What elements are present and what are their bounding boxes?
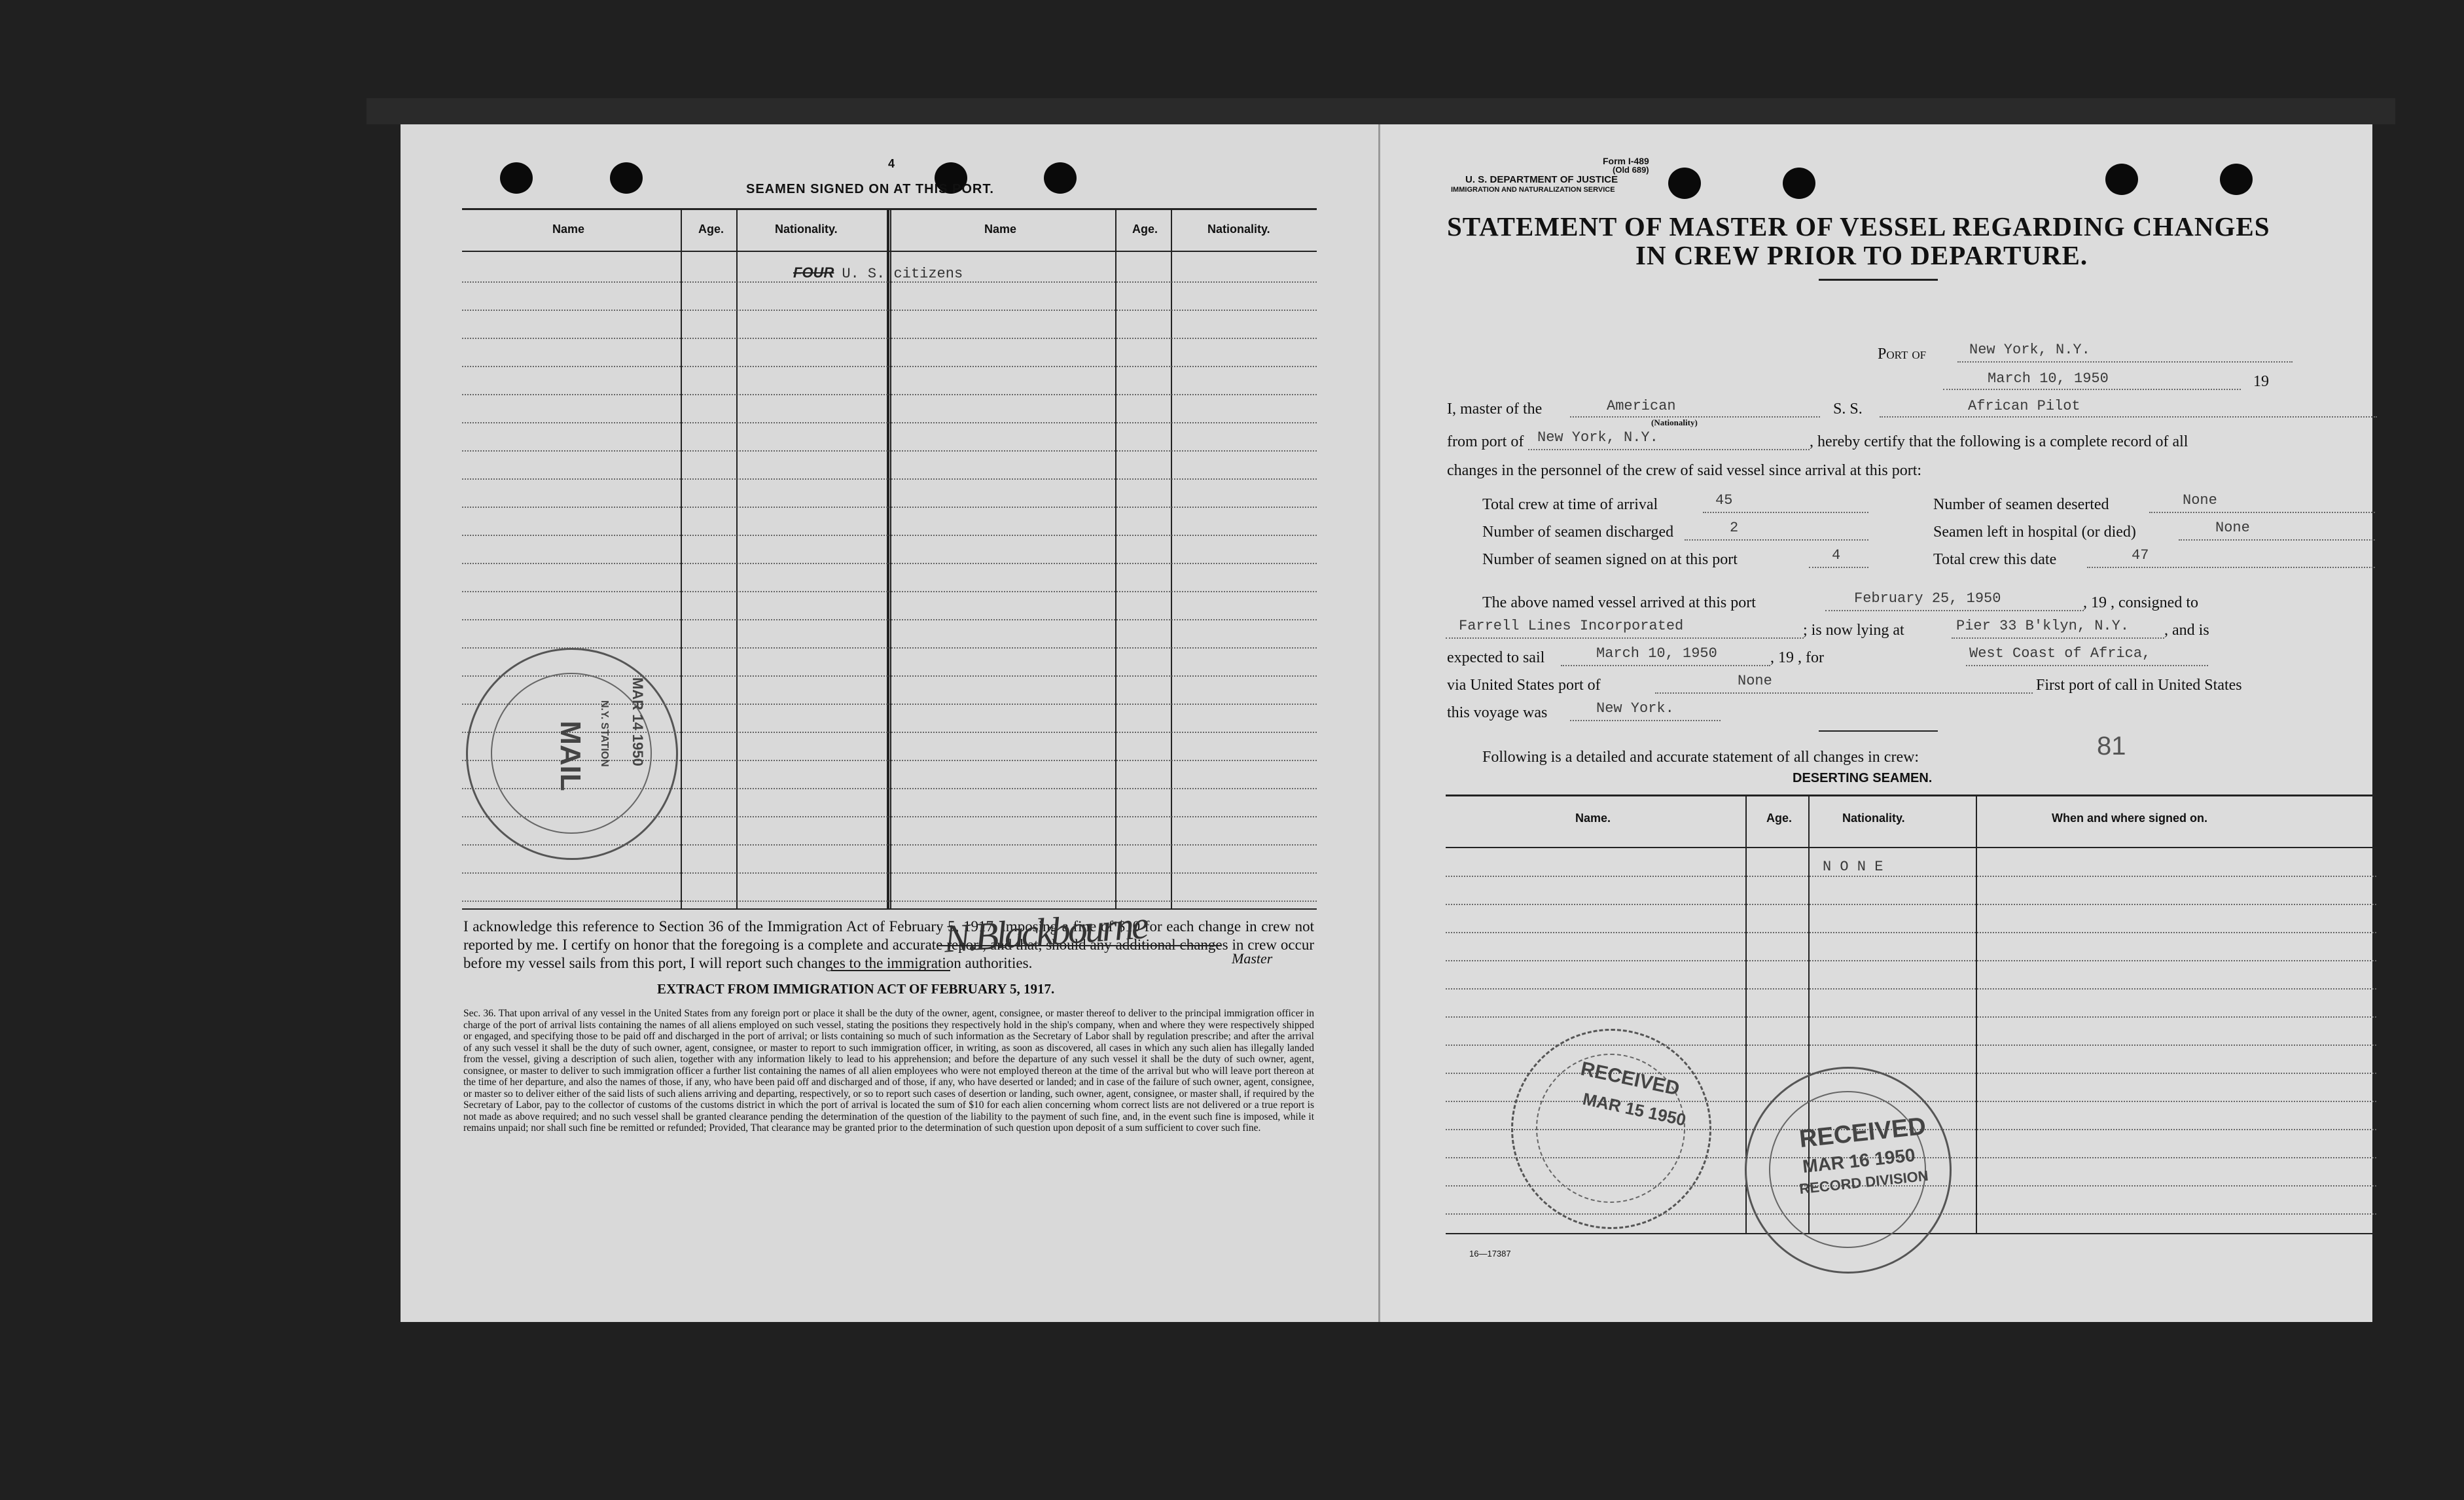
table-row-line [1446, 1016, 2376, 1018]
service-name: IMMIGRATION AND NATURALIZATION SERVICE [1451, 186, 1615, 194]
table-rule [736, 209, 738, 908]
received-stamp-1-date: MAR 15 1950 [1580, 1088, 1688, 1130]
table-row-line [1446, 988, 2376, 990]
arrived-line [1825, 610, 2084, 611]
total-crew-arrival-label: Total crew at time of arrival [1482, 496, 1658, 513]
arrived-label: The above named vessel arrived at this port [1482, 594, 1756, 611]
stat-line [2179, 539, 2375, 541]
voyage-label: this voyage was [1447, 704, 1548, 721]
voyage-value: New York. [1596, 700, 1674, 717]
nationality-value: American [1607, 398, 1676, 414]
master-of-label: I, master of the [1447, 401, 1543, 418]
table-row-line [462, 619, 1317, 620]
discharged-label: Number of seamen discharged [1482, 524, 1674, 541]
deserted-label: Number of seamen deserted [1933, 496, 2109, 513]
divider [462, 908, 1317, 910]
table-row-line [462, 647, 1317, 649]
handwritten-number: 81 [2097, 732, 2126, 760]
and-is-label: , and is [2164, 622, 2209, 639]
nationality-caption: (Nationality) [1651, 418, 1698, 427]
consignee-value: Farrell Lines Incorporated [1459, 618, 1684, 634]
stat-line [1703, 512, 1868, 513]
table-row-line [462, 872, 1317, 874]
mail-stamp-station: N.Y. STATION [599, 700, 610, 767]
left-page [401, 124, 1380, 1322]
from-port-value: New York, N.Y. [1537, 429, 1658, 446]
total-crew-date-value: 47 [2132, 547, 2149, 563]
punch-hole [1668, 168, 1701, 199]
changes-text: changes in the personnel of the crew of said vessel since arrival at this port: [1447, 462, 1922, 479]
total-crew-arrival: 45 [1715, 492, 1733, 509]
lying-value: Pier 33 B'klyn, N.Y. [1956, 618, 2130, 634]
stat-line [1809, 567, 1868, 568]
table-row-line [462, 535, 1317, 536]
column-header-age: Age. [698, 223, 724, 236]
extract-title: EXTRACT FROM IMMIGRATION ACT OF FEBRUARY 5, 1917. [657, 981, 1055, 997]
scan-border-top [366, 98, 2395, 124]
from-port-label: from port of [1447, 433, 1524, 450]
total-crew-date-label: Total crew this date [1933, 551, 2057, 568]
form-footer: 16—17387 [1469, 1249, 1511, 1259]
table-rule [681, 209, 682, 908]
certify-text: , hereby certify that the following is a complete record of all [1810, 433, 2188, 450]
table-row-line [462, 478, 1317, 480]
deserting-column-age: Age. [1766, 812, 1793, 825]
vessel-name: African Pilot [1968, 398, 2080, 414]
left-table-title: SEAMEN SIGNED ON AT THIS PORT. [746, 182, 994, 196]
stat-line [2087, 567, 2375, 568]
table-rule [1976, 796, 1977, 1233]
punch-hole [2105, 164, 2138, 195]
divider [462, 208, 1317, 210]
expected-value: March 10, 1950 [1596, 645, 1717, 662]
punch-hole [1783, 168, 1815, 199]
table-row-line [462, 563, 1317, 564]
for-label: , 19 , for [1770, 649, 1824, 666]
hospital-label: Seamen left in hospital (or died) [1933, 524, 2136, 541]
table-row-line [462, 591, 1317, 592]
table-row-line [462, 338, 1317, 339]
divider [462, 251, 1317, 252]
column-header-name-2: Name [984, 223, 1017, 236]
column-header-nationality: Nationality. [775, 223, 838, 236]
crew-entry [793, 264, 963, 282]
via-label: via United States port of [1447, 677, 1601, 694]
date-value: March 10, 1950 [1988, 370, 2109, 387]
table-rule [887, 209, 889, 908]
consignee-line [1446, 637, 1804, 639]
voyage-line [1570, 720, 1721, 721]
from-port-line [1528, 449, 1810, 450]
master-label: Master [1232, 950, 1273, 967]
column-header-nationality-2: Nationality. [1207, 223, 1270, 236]
divider [1446, 795, 2376, 796]
stat-line [1685, 539, 1868, 541]
deserting-column-name: Name. [1575, 812, 1611, 825]
form-old: (Old 689) [1613, 165, 1649, 175]
handwritten-count: FOUR [793, 264, 834, 281]
table-row-line [462, 394, 1317, 395]
punch-hole [500, 162, 533, 194]
table-row-line [462, 366, 1317, 367]
master-signature: N.Blackbourne [942, 903, 1148, 961]
for-line [1966, 665, 2208, 666]
punch-hole [2220, 164, 2253, 195]
signature-line [937, 945, 1222, 946]
table-row-line [462, 901, 1317, 902]
table-rule [1171, 209, 1172, 908]
port-of-value: New York, N.Y. [1969, 342, 2090, 358]
deserted-value: None [2183, 492, 2217, 509]
first-port-label: First port of call in United States [2036, 677, 2242, 694]
divider [1446, 847, 2376, 848]
table-row-line [462, 450, 1317, 452]
received-stamp-2-text: RECEIVED [1798, 1112, 1927, 1154]
ss-label: S. S. [1833, 401, 1863, 418]
lying-label: ; is now lying at [1803, 622, 1904, 639]
deserting-column-signed-on: When and where signed on. [2052, 812, 2208, 825]
port-line [1957, 361, 2293, 363]
deserting-title: DESERTING SEAMEN. [1793, 771, 1933, 785]
page-number: 4 [888, 157, 895, 170]
right-page [1380, 124, 2372, 1322]
mail-stamp-text: MAIL [554, 721, 586, 791]
divider [1819, 279, 1938, 281]
table-row-line [462, 422, 1317, 423]
hospital-value: None [2215, 520, 2250, 536]
via-value: None [1738, 673, 1772, 689]
received-stamp-1-text: RECEIVED [1579, 1058, 1682, 1100]
form-title-line2: IN CREW PRIOR TO DEPARTURE. [1635, 240, 2088, 270]
punch-hole [1044, 162, 1077, 194]
expected-label: expected to sail [1447, 649, 1545, 666]
table-rule [890, 209, 891, 908]
table-row-line [1446, 876, 2376, 877]
mail-stamp-date: MAR 14 1950 [630, 677, 646, 766]
punch-hole [610, 162, 643, 194]
for-value: West Coast of Africa, [1969, 645, 2151, 662]
arrived-value: February 25, 1950 [1854, 590, 2001, 607]
table-rule [1115, 209, 1116, 908]
form-title-line1: STATEMENT OF MASTER OF VESSEL REGARDING CHANGES [1447, 211, 2270, 241]
port-of-label: Port of [1878, 346, 1927, 363]
divider [831, 970, 950, 971]
signed-on-value: 4 [1832, 547, 1841, 563]
stat-line [2149, 512, 2375, 513]
deserting-column-nationality: Nationality. [1842, 812, 1905, 825]
column-header-name: Name [552, 223, 585, 236]
expected-line [1561, 665, 1770, 666]
extract-body: Sec. 36. That upon arrival of any vessel in the United States from any foreign port or place it shall be the duty of the owner, agent, consignee, or master thereof to deliver to the principal immigration officer in charge of the port of arrival lists containing the names of all aliens employed on such vessel, stating the positions they respectively hold in the ship's company, when and where they were respectively shipped or engaged, and specifying those to be paid off and discharged in the port of arrival; or lists containing so much of such information as the Secretary of Labor shall by regulation prescribe; and after the arrival of any such vessel it shall be the duty of such owner, agent, consignee, or master to report to such immigration officer, in writing, as soon as discovered, all cases in which any such alien has illegally landed from the vessel, giving a description of such alien, together with any information likely to lead to his apprehension; and before the departure of any such vessel it shall be the duty of such owner, agent, consignee, or master to deliver to such immigration officer a further list containing the names of all alien employees who were not employed thereon at the time of the arrival but who will leave port thereon at the time of her departure, and also the names of those, if any, who have been paid off and discharged and of those, if any, who have deserted or landed; and in case of the failure of such owner, agent, consignee, or master so to deliver either of the said lists of such aliens arriving and departing, respectively, or so to report such cases of desertion or landing, such owner, agent, consignee, or master shall, if required by the Secretary of Labor, pay to the collector of customs of the customs district in which the port of arrival is located the sum of $10 for each alien concerning whom correct lists are not delivered or a true report is not made as above required; and no such vessel shall be granted clearance pending the determination of the question of the liability to the payment of such fine, and, in the event such fine is imposed, while it remains unpaid; nor shall such fine be remitted or refunded; Provided, That clearance may be granted prior to the determination of such question upon deposit of a sum sufficient to cover such fine. [463, 1008, 1314, 1134]
column-header-age-2: Age. [1132, 223, 1158, 236]
divider [1819, 730, 1938, 732]
table-row-line [462, 310, 1317, 311]
deserting-entry: N O N E [1823, 859, 1884, 875]
received-stamp-2-date: MAR 16 1950 [1801, 1145, 1916, 1177]
discharged-value: 2 [1730, 520, 1739, 536]
following-text: Following is a detailed and accurate statement of all changes in crew: [1482, 749, 1919, 766]
lying-line [1952, 637, 2164, 639]
form-number: Form I-489 [1603, 156, 1649, 166]
table-row-line [462, 507, 1317, 508]
received-stamp-2-division: RECORD DIVISION [1798, 1167, 1929, 1198]
date-year-prefix: 19 [2253, 373, 2269, 390]
signed-on-label: Number of seamen signed on at this port [1482, 551, 1738, 568]
typed-nationality: U. S. citizens [842, 266, 963, 282]
via-line [1655, 692, 2033, 694]
department: U. S. DEPARTMENT OF JUSTICE [1465, 174, 1618, 185]
table-row-line [1446, 960, 2376, 961]
table-row-line [1446, 904, 2376, 905]
date-line [1943, 389, 2241, 390]
acknowledgement-text: I acknowledge this reference to Section 36 of the Immigration Act of February 5, 1917, imposing a fine of $10 for each change in crew not reported by me. I certify on honor that the foregoing is a complete and accurate report, and that, should any additional changes in crew occur before my vessel sails from this port, I will report such changes to the immigration authorities. [463, 918, 1314, 971]
vessel-line [1880, 416, 2377, 418]
consigned-label: , 19 , consigned to [2083, 594, 2198, 611]
table-row-line [1446, 932, 2376, 933]
